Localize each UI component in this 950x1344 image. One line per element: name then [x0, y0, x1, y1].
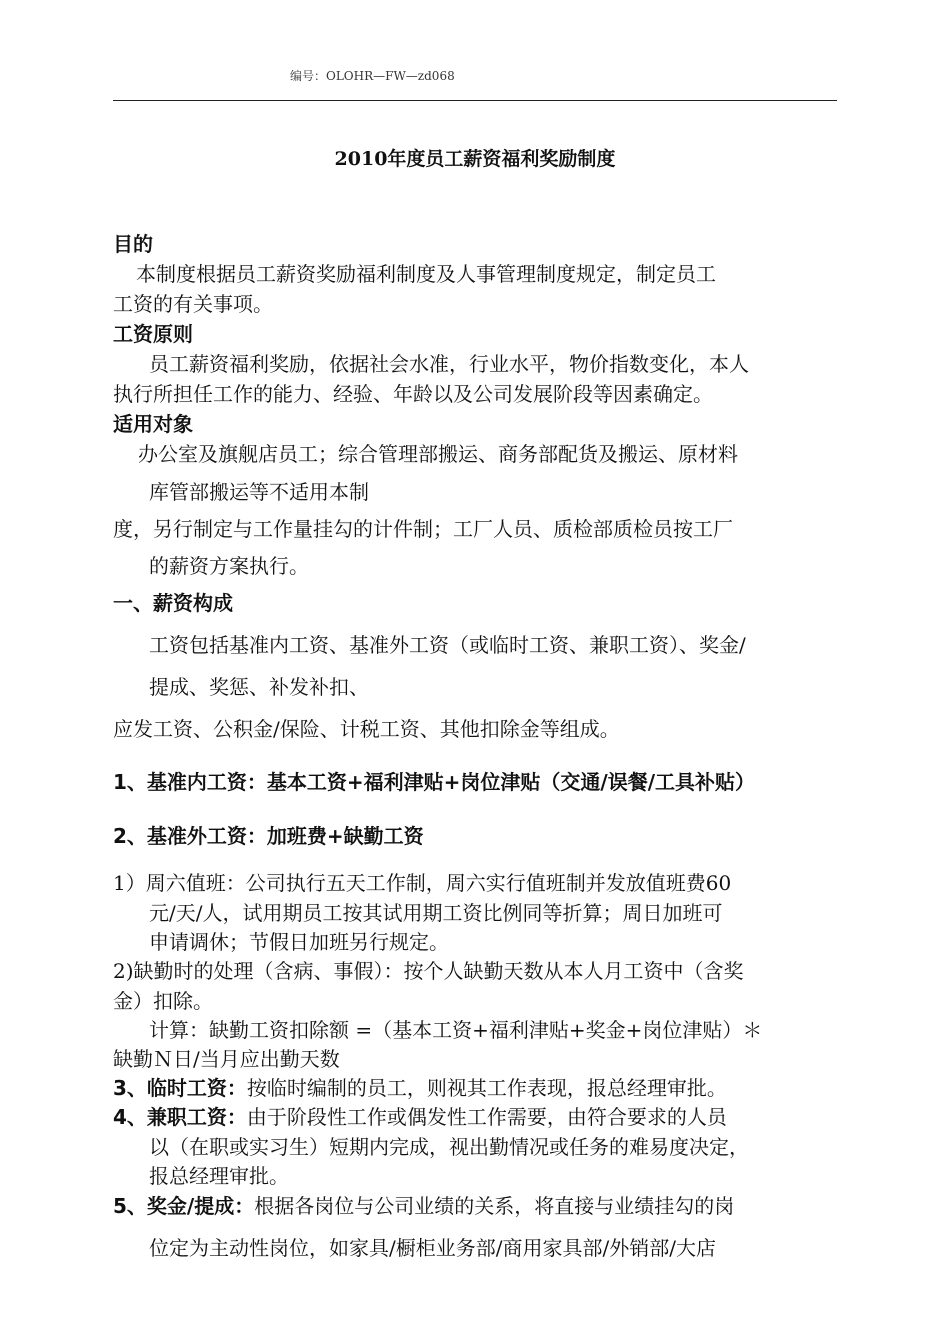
item-4-line-3: 报总经理审批。: [149, 1164, 289, 1188]
item-3-text: 按临时编制的员工，则视其工作表现，报总经理审批。: [246, 1076, 727, 1100]
item-5-label: 5、奖金/提成：: [113, 1194, 255, 1218]
section-heading-purpose: 目的: [113, 232, 153, 256]
item-4-line-1: 由于阶段性工作或偶发性工作需要，由符合要求的人员: [246, 1105, 727, 1129]
item-4-line-2: 以（在职或实习生）短期内完成，视出勤情况或任务的难易度决定，: [149, 1135, 749, 1159]
principle-line-2: 执行所担任工作的能力、经验、年龄以及公司发展阶段等因素确定。: [113, 382, 713, 406]
absence-line-1: 2)缺勤时的处理（含病、事假）：按个人缺勤天数从本人月工资中（含奖: [113, 959, 744, 983]
principle-line-1: 员工薪资福利奖励，依据社会水准，行业水平，物价指数变化，本人: [149, 352, 749, 376]
item-2-extra-salary: 2、基准外工资：加班费+缺勤工资: [113, 824, 424, 848]
item-3-temporary-salary: [113, 1075, 727, 1101]
document-serial-number: 编号：OLOHR—FW—zd068: [290, 69, 455, 83]
scope-line-3: 度，另行制定与工作量挂勾的计件制；工厂人员、质检部质检员按工厂: [113, 517, 733, 541]
item-5-line-1: 根据各岗位与公司业绩的关系，将直接与业绩挂勾的岗: [254, 1194, 735, 1218]
scope-line-2: 库管部搬运等不适用本制: [149, 480, 369, 504]
section-heading-composition: 一、薪资构成: [113, 591, 233, 615]
composition-line-2: 提成、奖惩、补发补扣、: [149, 675, 369, 699]
saturday-duty-line-3: 申请调休；节假日加班另行规定。: [149, 930, 449, 954]
absence-line-2: 金）扣除。: [113, 989, 213, 1013]
absence-formula-line-1: 计算：缺勤工资扣除额 =（基本工资+福利津贴+奖金+岗位津贴）＊: [149, 1018, 763, 1042]
item-3-label: 3、临时工资：: [113, 1076, 247, 1100]
item-1-base-salary: 1、基准内工资：基本工资+福利津贴+岗位津贴（交通/误餐/工具补贴）: [113, 770, 756, 794]
purpose-line-1: 本制度根据员工薪资奖励福利制度及人事管理制度规定，制定员工: [136, 262, 716, 286]
composition-line-1: 工资包括基准内工资、基准外工资（或临时工资、兼职工资）、奖金/: [149, 633, 746, 657]
document-title: 2010年度员工薪资福利奖励制度: [334, 148, 616, 170]
scope-line-1: 办公室及旗舰店员工；综合管理部搬运、商务部配货及搬运、原材料: [138, 442, 738, 466]
header-divider: [113, 100, 837, 101]
section-heading-scope: 适用对象: [113, 412, 193, 436]
saturday-duty-line-2: 元/天/人，试用期员工按其试用期工资比例同等折算；周日加班可: [149, 901, 723, 925]
absence-formula-line-2: 缺勤Ｎ日/当月应出勤天数: [113, 1047, 340, 1071]
item-4-part-time-salary: [113, 1104, 727, 1130]
purpose-line-2: 工资的有关事项。: [113, 292, 273, 316]
item-5-bonus-commission: [113, 1193, 734, 1219]
saturday-duty-line-1: 1）周六值班：公司执行五天工作制，周六实行值班制并发放值班费60: [113, 871, 732, 895]
section-heading-principle: 工资原则: [113, 322, 193, 346]
item-4-label: 4、兼职工资：: [113, 1105, 247, 1129]
composition-line-3: 应发工资、公积金/保险、计税工资、其他扣除金等组成。: [113, 717, 620, 741]
item-5-line-2: 位定为主动性岗位，如家具/橱柜业务部/商用家具部/外销部/大店: [149, 1236, 716, 1260]
scope-line-4: 的薪资方案执行。: [149, 554, 309, 578]
